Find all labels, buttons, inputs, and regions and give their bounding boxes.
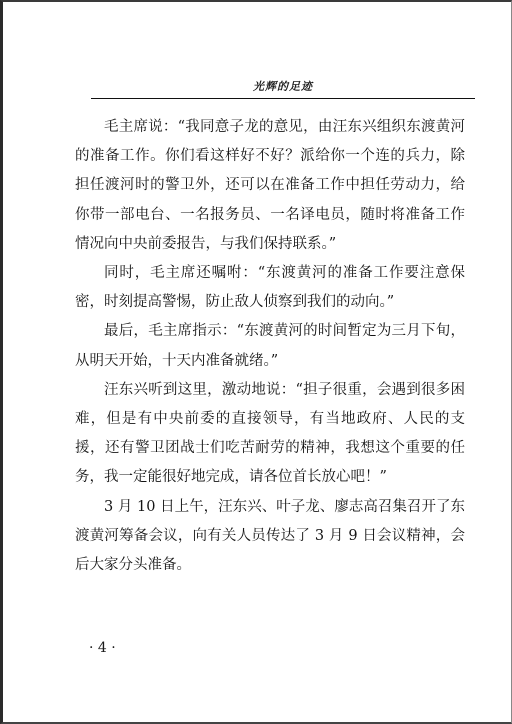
paragraph: 同时，毛主席还嘱咐：“东渡黄河的准备工作要注意保密，时刻提高警惕，防止敌人侦察到我们的动向。” <box>75 265 465 311</box>
running-head: 光辉的足迹 <box>253 80 313 93</box>
body-text <box>75 113 465 580</box>
paragraph: 毛主席说：“我同意子龙的意见，由汪东兴组织东渡黄河的准备工作。你们看这样好不好？派给你一个连的兵力，除担任渡河时的警卫外，还可以在准备工作中担任劳动力，给你带一部电台、一名报务员、一名译电员，随时将准备工作情况向中央前委报告，与我们保持联系。” <box>75 119 465 252</box>
header-rule <box>91 98 475 99</box>
paragraph: 最后，毛主席指示：“东渡黄河的时间暂定为三月下旬，从明天开始，十天内准备就绪。” <box>75 323 465 369</box>
page-number: · 4 · <box>89 640 116 656</box>
paragraph: 3 月 10 日上午，汪东兴、叶子龙、廖志高召集召开了东渡黄河筹备会议，向有关人员传达了 3 月 9 日会议精神，会后大家分头准备。 <box>75 498 465 574</box>
paragraph: 汪东兴听到这里，激动地说：“担子很重，会遇到很多困难，但是有中央前委的直接领导，有当地政府、人民的支援，还有警卫团战士们吃苦耐劳的精神，我想这个重要的任务，我一定能很好地完成，请各位首长放心吧！” <box>75 381 465 486</box>
